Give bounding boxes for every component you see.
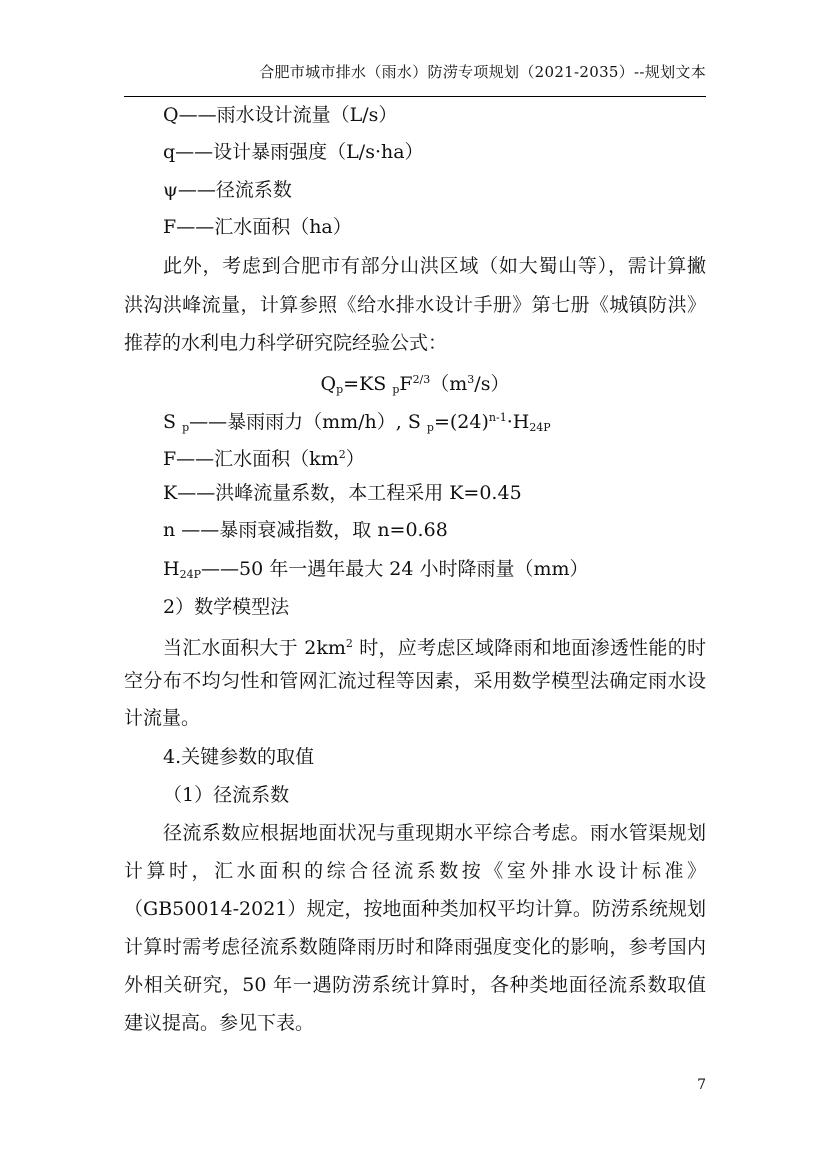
- page-number: 7: [697, 1077, 706, 1093]
- paragraph-line: 建议提高。参见下表。: [124, 1012, 315, 1034]
- definition-n: n ——暴雨衰减指数，取 n=0.68: [163, 519, 448, 541]
- section-heading: 4.关键参数的取值: [163, 746, 315, 768]
- paragraph-line: 当汇水面积大于 $2km^2$ 时，应考虑区域降雨和地面渗透性能的时: [163, 637, 706, 659]
- definition-sp: S $_p$——暴雨雨力（mm/h）, S $_p=(24)^{n-1}\cdot H_{24P}$: [163, 411, 551, 434]
- paragraph-line: （GB50014-2021）规定，按地面种类加权平均计算。防涝系统规划: [124, 898, 706, 920]
- definition-psi: ψ——径流系数: [163, 179, 292, 201]
- paragraph-line: 空分布不均匀性和管网汇流过程等因素，采用数学模型法确定雨水设: [124, 670, 706, 692]
- header-rule: [124, 96, 706, 97]
- paragraph-line: 计算时，汇水面积的综合径流系数按《室外排水设计标准》: [124, 860, 706, 882]
- paragraph-line: 计流量。: [124, 707, 201, 729]
- paragraph-line: 推荐的水利电力科学研究院经验公式：: [124, 332, 448, 354]
- paragraph-line: 径流系数应根据地面状况与重现期水平综合考虑。雨水管渠规划: [163, 822, 706, 844]
- formula-qp: $Q_p=KS$ $_pF^{2/3}(m^3/s)$: [320, 373, 510, 396]
- method-heading: 2）数学模型法: [163, 596, 290, 618]
- paragraph-line: 洪沟洪峰流量，计算参照《给水排水设计手册》第七册《城镇防洪》: [124, 294, 706, 316]
- definition-h24p: $H_{24P}——50$ 年一遇年最大 24 小时降雨量（mm）: [163, 558, 589, 581]
- definition-f-km2: F——汇水面积$(km^2)$: [163, 448, 365, 470]
- definition-f-area: F——汇水面积（ha）: [163, 216, 352, 238]
- paragraph-line: 计算时需考虑径流系数随降雨历时和降雨强度变化的影响，参考国内: [124, 936, 706, 958]
- definition-q-intensity: q——设计暴雨强度（L/s·ha）: [163, 141, 424, 163]
- running-header: 合肥市城市排水（雨水）防涝专项规划（2021-2035）--规划文本: [259, 63, 706, 81]
- definition-q-flow: Q——雨水设计流量（L/s）: [163, 104, 398, 126]
- subsection-heading: （1）径流系数: [163, 784, 290, 806]
- definition-k: K——洪峰流量系数，本工程采用 K=0.45: [163, 482, 522, 504]
- paragraph-line: 此外，考虑到合肥市有部分山洪区域（如大蜀山等），需计算撇: [163, 255, 706, 277]
- paragraph-line: 外相关研究，50 年一遇防涝系统计算时，各种类地面径流系数取值: [124, 974, 706, 996]
